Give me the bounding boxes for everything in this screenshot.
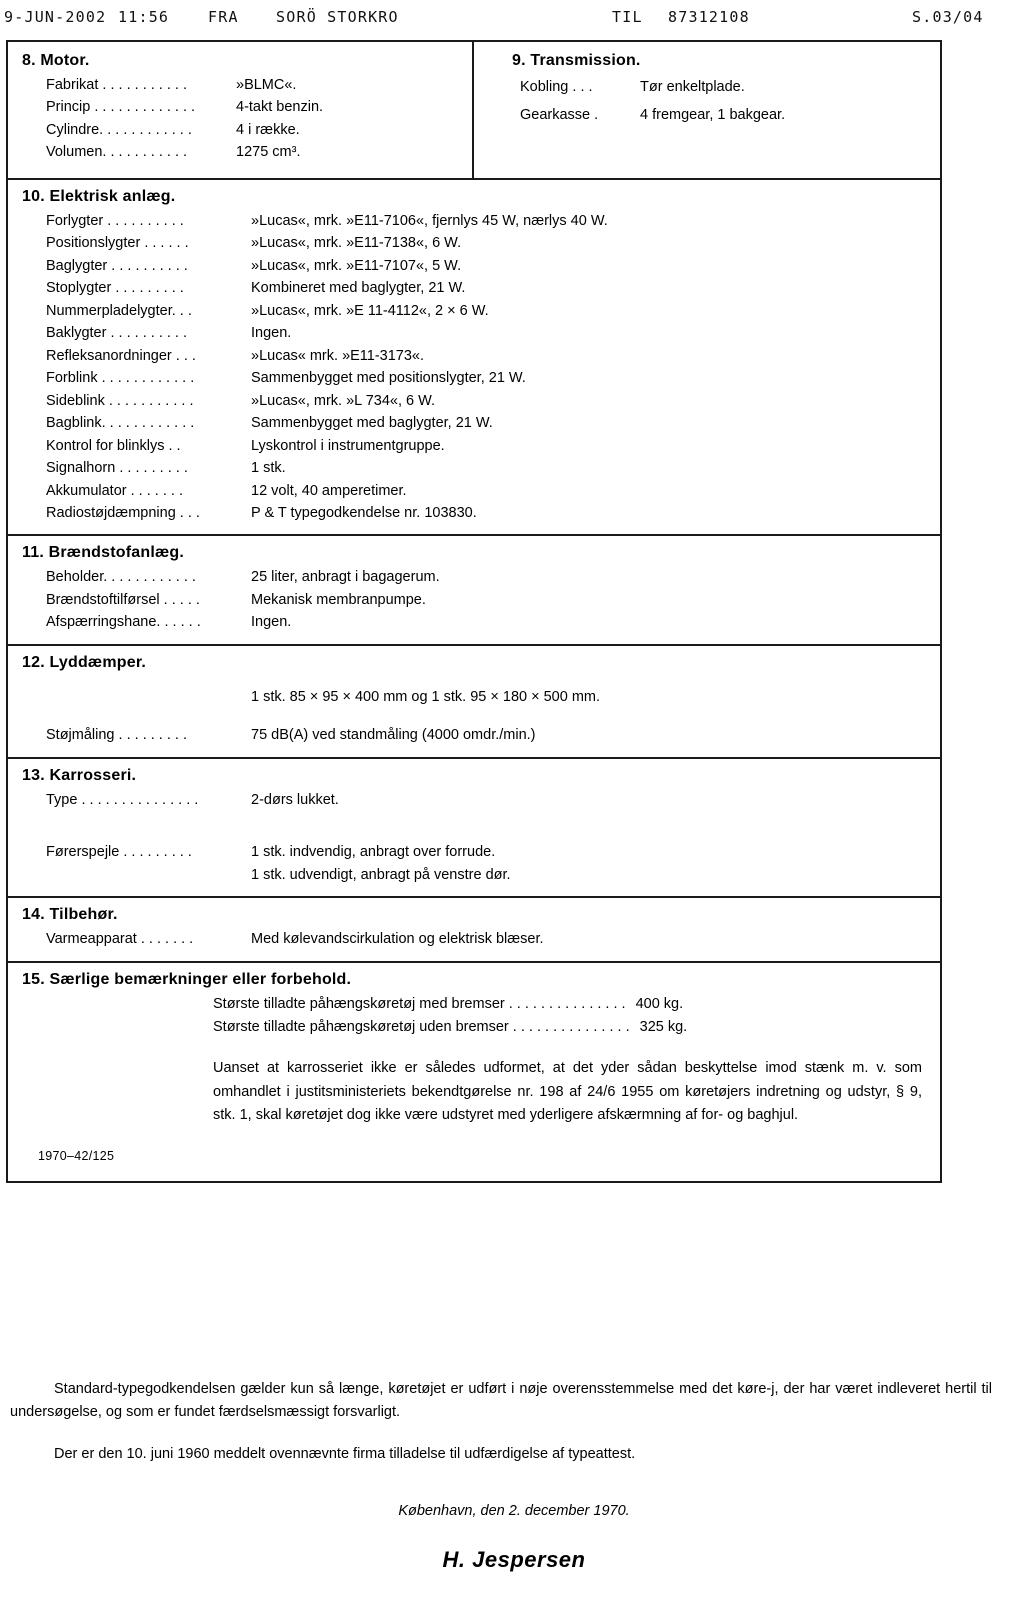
- section-title: 12. Lyddæmper.: [22, 653, 147, 671]
- spec-label: Cylindre. . . . . . . . . . . .: [46, 121, 192, 138]
- spec-row: [46, 322, 940, 344]
- spec-value: Ingen.: [251, 614, 292, 631]
- spec-value: »Lucas«, mrk. »E11-7106«, fjernlys 45 W, nærlys 40 W.: [251, 212, 608, 229]
- trailer-limit-row: [8, 993, 940, 1016]
- section-rows: [8, 566, 940, 633]
- spec-row: [46, 480, 940, 502]
- spec-row: [46, 457, 940, 479]
- spec-value: 2-dørs lukket.: [251, 791, 339, 808]
- spec-value: Kombineret med baglygter, 21 W.: [251, 280, 466, 297]
- spec-value: Sammenbygget med positionslygter, 21 W.: [251, 370, 526, 387]
- section-rows: [8, 789, 940, 886]
- spec-row: [46, 928, 940, 950]
- spec-label: Refleksanordninger . . .: [46, 347, 196, 364]
- spec-value: »BLMC«.: [236, 77, 297, 93]
- spec-row: [46, 277, 940, 299]
- spec-value: 1 stk. 85 × 95 × 400 mm og 1 stk. 95 × 180 × 500 mm.: [251, 688, 601, 705]
- spec-row: [46, 435, 940, 457]
- spec-label: Førerspejle . . . . . . . . .: [46, 844, 192, 861]
- section-14-accessories: [8, 898, 940, 962]
- spec-label: Princip . . . . . . . . . . . . .: [46, 99, 196, 116]
- spec-label: Baklygter . . . . . . . . . .: [46, 325, 188, 342]
- spec-row: [46, 589, 940, 611]
- section-rows: [8, 210, 940, 525]
- trailer-limit-label: Største tilladte påhængskøretøj med bremser . . . . . . . . . . . . . . .: [213, 995, 626, 1012]
- section-11-fuel-system: [8, 536, 940, 645]
- place-and-date: København, den 2. december 1970.: [398, 1503, 630, 1520]
- section-rows: [8, 74, 472, 164]
- spec-value: Tør enkeltplade.: [640, 79, 745, 95]
- spec-row: [46, 390, 940, 412]
- spec-label: Sideblink . . . . . . . . . . .: [46, 392, 194, 409]
- spec-label: Kontrol for blinklys . .: [46, 437, 181, 454]
- section-13-body: [8, 759, 940, 898]
- spec-label: Støjmåling . . . . . . . . .: [46, 727, 188, 744]
- spec-row: [46, 864, 940, 886]
- spec-row: [46, 74, 472, 96]
- spec-label: Positionslygter . . . . . .: [46, 235, 189, 252]
- spec-label: Bagblink. . . . . . . . . . . .: [46, 415, 195, 432]
- spec-value: Med kølevandscirkulation og elektrisk blæser.: [251, 931, 544, 948]
- spec-label: Volumen. . . . . . . . . . .: [46, 144, 188, 161]
- section-title: 8. Motor.: [22, 52, 90, 69]
- spec-row: [46, 300, 940, 322]
- footer-paragraph-1: Standard-typegodkendelsen gælder kun så længe, køretøjet er udført i nøje overensstemmelse med det køre-j, der har været indleveret hertil til undersøgelse, og som er fundet færdselsmæssigt forsvarligt.: [10, 1381, 992, 1421]
- spec-label: Baglygter . . . . . . . . . .: [46, 257, 188, 274]
- spec-label: Forlygter . . . . . . . . . .: [46, 212, 184, 229]
- section-10-electrical: [8, 180, 940, 537]
- spec-value: 1275 cm³.: [236, 144, 301, 161]
- section-title: 14. Tilbehør.: [22, 906, 118, 924]
- fax-date: 9-JUN-2002: [4, 8, 107, 26]
- spec-label: Signalhorn . . . . . . . . .: [46, 460, 188, 477]
- spec-value: Lyskontrol i instrumentgruppe.: [251, 437, 445, 454]
- spec-value: Sammenbygget med baglygter, 21 W.: [251, 415, 493, 432]
- spec-row: [46, 210, 940, 232]
- spec-label: Type . . . . . . . . . . . . . . .: [46, 791, 199, 808]
- spec-row: [46, 566, 940, 588]
- fax-time: 11:56: [118, 8, 170, 26]
- spec-row: [46, 367, 940, 389]
- spec-label: Nummerpladelygter. . .: [46, 302, 192, 319]
- spec-row: [46, 141, 472, 163]
- spec-value: »Lucas«, mrk. »E11-7138«, 6 W.: [251, 235, 462, 252]
- spec-label: Radiostøjdæmpning . . .: [46, 504, 200, 521]
- spec-row: [46, 789, 940, 811]
- spec-label: Varmeapparat . . . . . . .: [46, 931, 194, 948]
- section-rows: [8, 928, 940, 950]
- spec-row: [46, 412, 940, 434]
- section-title: 9. Transmission.: [512, 52, 641, 69]
- spec-label: Akkumulator . . . . . . .: [46, 482, 183, 499]
- trailer-limit-label: Største tilladte påhængskøretøj uden bremser . . . . . . . . . . . . . . .: [213, 1018, 630, 1035]
- section-15-remarks: [8, 963, 940, 1184]
- section-12-silencer: [8, 646, 940, 759]
- spec-label: Brændstoftilførsel . . . . .: [46, 591, 200, 608]
- spec-value: 1 stk.: [251, 460, 286, 477]
- spec-row: [46, 841, 940, 863]
- spec-value: 25 liter, anbragt i bagagerum.: [251, 569, 440, 586]
- spec-row: [520, 74, 940, 102]
- spec-row: [46, 232, 940, 254]
- spec-label: Stoplygter . . . . . . . . .: [46, 280, 184, 297]
- trailer-limit-value: 325 kg.: [639, 1018, 688, 1035]
- section-title: 11. Brændstofanlæg.: [22, 544, 185, 562]
- spec-value: 4-takt benzin.: [236, 99, 324, 116]
- spec-label: Forblink . . . . . . . . . . . .: [46, 370, 195, 387]
- spec-label: Afspærringshane. . . . . .: [46, 614, 201, 631]
- section-title: 13. Karrosseri.: [22, 766, 137, 784]
- fax-sender: SORÖ STORKRO: [276, 8, 399, 26]
- document-footer: [0, 1378, 1028, 1578]
- section-8-motor: [8, 42, 474, 178]
- trailer-limit-row: [8, 1016, 940, 1039]
- spec-label: Fabrikat . . . . . . . . . . .: [46, 77, 188, 93]
- document-body: [6, 40, 942, 1183]
- remarks-paragraph: Uanset at karrosseriet ikke er således udformet, at det yder sådan beskyttelse imod stænk m. v. som omhandlet i justitsministeriets bekendtgørelse nr. 198 af 24/6 1955 om køretøjers indretning og udstyr, § 9, stk. 1, skal køretøjet dog ikke være udstyret med yderligere afskærmning af for- og baghjul.: [213, 1060, 922, 1123]
- spec-label: Kobling . . .: [520, 79, 593, 95]
- spec-row: [46, 345, 940, 367]
- trailer-limit-value: 400 kg.: [635, 995, 684, 1012]
- section-title: 10. Elektrisk anlæg.: [22, 187, 176, 205]
- spec-value: »Lucas«, mrk. »E 11-4112«, 2 × 6 W.: [251, 302, 489, 319]
- spec-row: [520, 102, 940, 130]
- section-title: 15. Særlige bemærkninger eller forbehold.: [22, 970, 352, 988]
- spec-value: »Lucas«, mrk. »E11-7107«, 5 W.: [251, 257, 462, 274]
- spec-row: [46, 611, 940, 633]
- spec-value: P & T typegodkendelse nr. 103830.: [251, 504, 477, 521]
- spec-row: [46, 686, 940, 708]
- signature: H. Jespersen: [442, 1546, 586, 1572]
- document-reference-number: 1970–42/125: [38, 1149, 115, 1164]
- spec-row: [46, 255, 940, 277]
- section-rows: [8, 686, 940, 747]
- spec-value: Ingen.: [251, 325, 292, 342]
- section-rows: [498, 74, 940, 129]
- spec-value: »Lucas«, mrk. »L 734«, 6 W.: [251, 392, 436, 409]
- spec-row: [46, 96, 472, 118]
- spec-label: Beholder. . . . . . . . . . . .: [46, 569, 196, 586]
- section-row-motor-transmission: [8, 42, 940, 180]
- spec-value: 4 fremgear, 1 bakgear.: [640, 106, 786, 123]
- spec-value: 12 volt, 40 amperetimer.: [251, 482, 407, 499]
- spec-value: 4 i række.: [236, 121, 300, 138]
- spec-label: Gearkasse .: [520, 106, 599, 123]
- spec-value: 75 dB(A) ved standmåling (4000 omdr./min.): [251, 727, 536, 744]
- fax-to-label: TIL: [612, 8, 643, 26]
- footer-paragraph-2: Der er den 10. juni 1960 meddelt ovennævnte firma tilladelse til udfærdigelse af typeattest.: [54, 1445, 636, 1462]
- spec-value: 1 stk. udvendigt, anbragt på venstre dør.: [251, 866, 511, 883]
- spec-row: [46, 724, 940, 746]
- fax-transmission-header: [0, 8, 1028, 32]
- spec-row: [46, 119, 472, 141]
- spec-row: [46, 502, 940, 524]
- spec-value: Mekanisk membranpumpe.: [251, 591, 426, 608]
- section-9-transmission: [474, 42, 940, 178]
- spec-value: 1 stk. indvendig, anbragt over forrude.: [251, 844, 496, 861]
- fax-recipient-number: 87312108: [668, 8, 750, 26]
- fax-from-label: FRA: [208, 8, 239, 26]
- spec-value: »Lucas« mrk. »E11-3173«.: [251, 347, 425, 364]
- fax-page-number: S.03/04: [912, 8, 984, 26]
